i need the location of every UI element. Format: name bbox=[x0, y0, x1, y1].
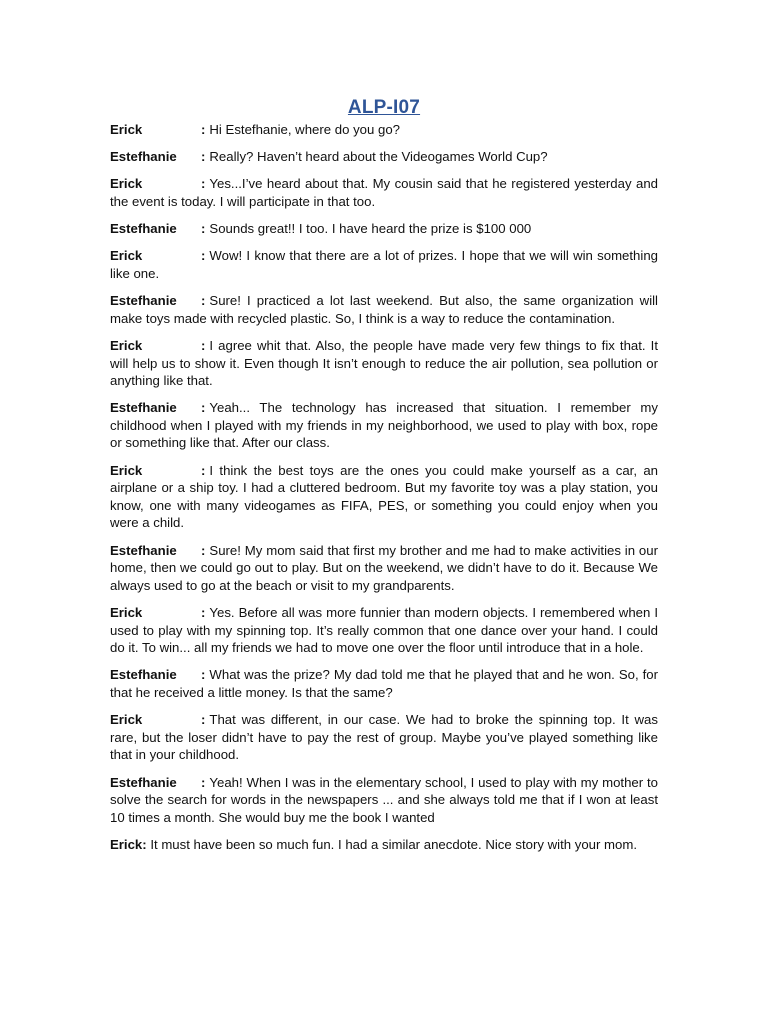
speaker-name: Erick bbox=[110, 712, 143, 728]
dialogue-line: Estefhanie : Really? Haven’t heard about the Videogames World Cup? bbox=[110, 149, 548, 165]
speaker-name: Estefhanie bbox=[110, 221, 177, 237]
dialogue-text: Sure! I practiced a lot last weekend. But also, the same organization will make toys made with recycled plastic. So, I think is a way to reduce the contamination. bbox=[110, 293, 658, 326]
dialogue-line: Erick : Hi Estefhanie, where do you go? bbox=[110, 122, 401, 137]
dialogue-line: Estefhanie : Sure! I practiced a lot last weekend. But also, the same organization will make toys made with recycled plastic. So, I think is a way to reduce the contamination. bbox=[110, 293, 658, 326]
dialogue-text: Really? Haven’t heard about the Videogames World Cup? bbox=[209, 149, 548, 165]
dialogue-line: Erick : Yes...I’ve heard about that. My cousin said that he registered yesterday and the event is today. I will participate in that too. bbox=[110, 176, 658, 209]
speaker-name: Erick bbox=[110, 248, 143, 264]
dialogue-text: It must have been so much fun. I had a similar anecdote. Nice story with your mom. bbox=[150, 836, 638, 852]
dialogue-text: Sure! My mom said that first my brother and me had to make activities in our home, then we could go out to play. But on the weekend, we didn’t have to do it. Because We always used to go at the beach or visit to my grandparents. bbox=[110, 542, 658, 593]
dialogue-text: Yes...I’ve heard about that. My cousin said that he registered yesterday and the event is today. I will participate in that too. bbox=[110, 176, 658, 209]
speaker-name: Estefhanie bbox=[110, 774, 177, 790]
dialogue-text: Wow! I know that there are a lot of prizes. I hope that we will win something like one. bbox=[110, 248, 658, 281]
dialogue-line: Erick : Yes. Before all was more funnier than modern objects. I remembered when I used to play with my spinning top. It’s really common that one dance over your hand. I could do it. To win... all my friends we had to move one over the floor until introduce that in a hole. bbox=[110, 605, 658, 656]
dialogue-text: Yeah! When I was in the elementary school, I used to play with my mother to solve the search for words in the newspapers ... and she always told me that if I won at least 10 times a month. She would buy me the book I wanted bbox=[110, 774, 658, 825]
document-page bbox=[110, 96, 658, 863]
dialogue-line: Erick : I agree whit that. Also, the people have made very few things to fix that. It will help us to show it. Even though It isn’t enough to reduce the air pollution, sea pollution or anything like that. bbox=[110, 337, 658, 389]
speaker-name: Erick: bbox=[110, 836, 147, 852]
speaker-name: Estefhanie bbox=[110, 149, 177, 165]
speaker-name: Erick bbox=[110, 462, 143, 478]
speaker-name: Erick bbox=[110, 176, 143, 192]
dialogue-text: That was different, in our case. We had to broke the spinning top. It was rare, but the loser didn’t have to pay the rest of group. Maybe you’ve played something like that in your childhood. bbox=[110, 712, 658, 763]
speaker-name: Erick bbox=[110, 337, 143, 353]
dialogue-line: Estefhanie : Yeah! When I was in the elementary school, I used to play with my mother to solve the search for words in the newspapers ... and she always told me that if I won at least 10 times a month. She would buy me the book I wanted bbox=[110, 774, 658, 825]
speaker-name: Erick bbox=[110, 122, 143, 137]
dialogue-text: Hi Estefhanie, where do you go? bbox=[209, 122, 401, 137]
dialogue-line: Erick : Wow! I know that there are a lot of prizes. I hope that we will win something like one. bbox=[110, 248, 658, 281]
speaker-name: Estefhanie bbox=[110, 400, 177, 416]
speaker-name: Estefhanie bbox=[110, 542, 177, 558]
document-title: ALP-I07 bbox=[347, 97, 421, 118]
dialogue-text: I agree whit that. Also, the people have made very few things to fix that. It will help us to show it. Even though It isn’t enough to reduce the air pollution, sea pollution or anything like that. bbox=[110, 337, 658, 389]
dialogue-line: Erick : That was different, in our case. We had to broke the spinning top. It was rare, but the loser didn’t have to pay the rest of group. Maybe you’ve played something like that in your childhood. bbox=[110, 712, 658, 763]
dialogue-text: Sounds great!! I too. I have heard the prize is $100 000 bbox=[209, 221, 532, 237]
closing-line bbox=[110, 836, 658, 854]
dialogue-line: Erick : I think the best toys are the ones you could make yourself as a car, an airplane or a ship toy. I had a cluttered bedroom. But my favorite toy was a play station, you know, one with many videogames as FIFA, PES, or something you could enjoy when you were a child. bbox=[110, 462, 658, 531]
speaker-name: Estefhanie bbox=[110, 293, 177, 309]
dialogue-text: Yeah... The technology has increased that situation. I remember my childhood when I played with my friends in my neighborhood, we used to play with box, rope or something like that. After our class. bbox=[110, 400, 658, 451]
dialogue-line: Estefhanie : Yeah... The technology has increased that situation. I remember my childhood when I played with my friends in my neighborhood, we used to play with box, rope or something like that. After our class. bbox=[110, 400, 658, 451]
dialogue-line: Estefhanie : Sure! My mom said that first my brother and me had to make activities in our home, then we could go out to play. But on the weekend, we didn’t have to do it. Because We always used to go at the beach or visit to my grandparents. bbox=[110, 542, 658, 593]
dialogue-text: What was the prize? My dad told me that he played that and he won. So, for that he received a little money. Is that the same? bbox=[110, 667, 658, 700]
dialogue-line: Estefhanie : What was the prize? My dad told me that he played that and he won. So, for that he received a little money. Is that the same? bbox=[110, 667, 658, 700]
speaker-name: Erick bbox=[110, 605, 143, 620]
dialogue-text: Yes. Before all was more funnier than modern objects. I remembered when I used to play with my spinning top. It’s really common that one dance over your hand. I could do it. To win... all my friends we had to move one over the floor until introduce that in a hole. bbox=[110, 605, 658, 656]
dialogue-text: I think the best toys are the ones you could make yourself as a car, an airplane or a ship toy. I had a cluttered bedroom. But my favorite toy was a play station, you know, one with many videogames as FIFA, PES, or something you could enjoy when you were a child. bbox=[110, 462, 658, 531]
speaker-name: Estefhanie bbox=[110, 667, 177, 683]
dialogue-line: Estefhanie : Sounds great!! I too. I have heard the prize is $100 000 bbox=[110, 221, 532, 237]
